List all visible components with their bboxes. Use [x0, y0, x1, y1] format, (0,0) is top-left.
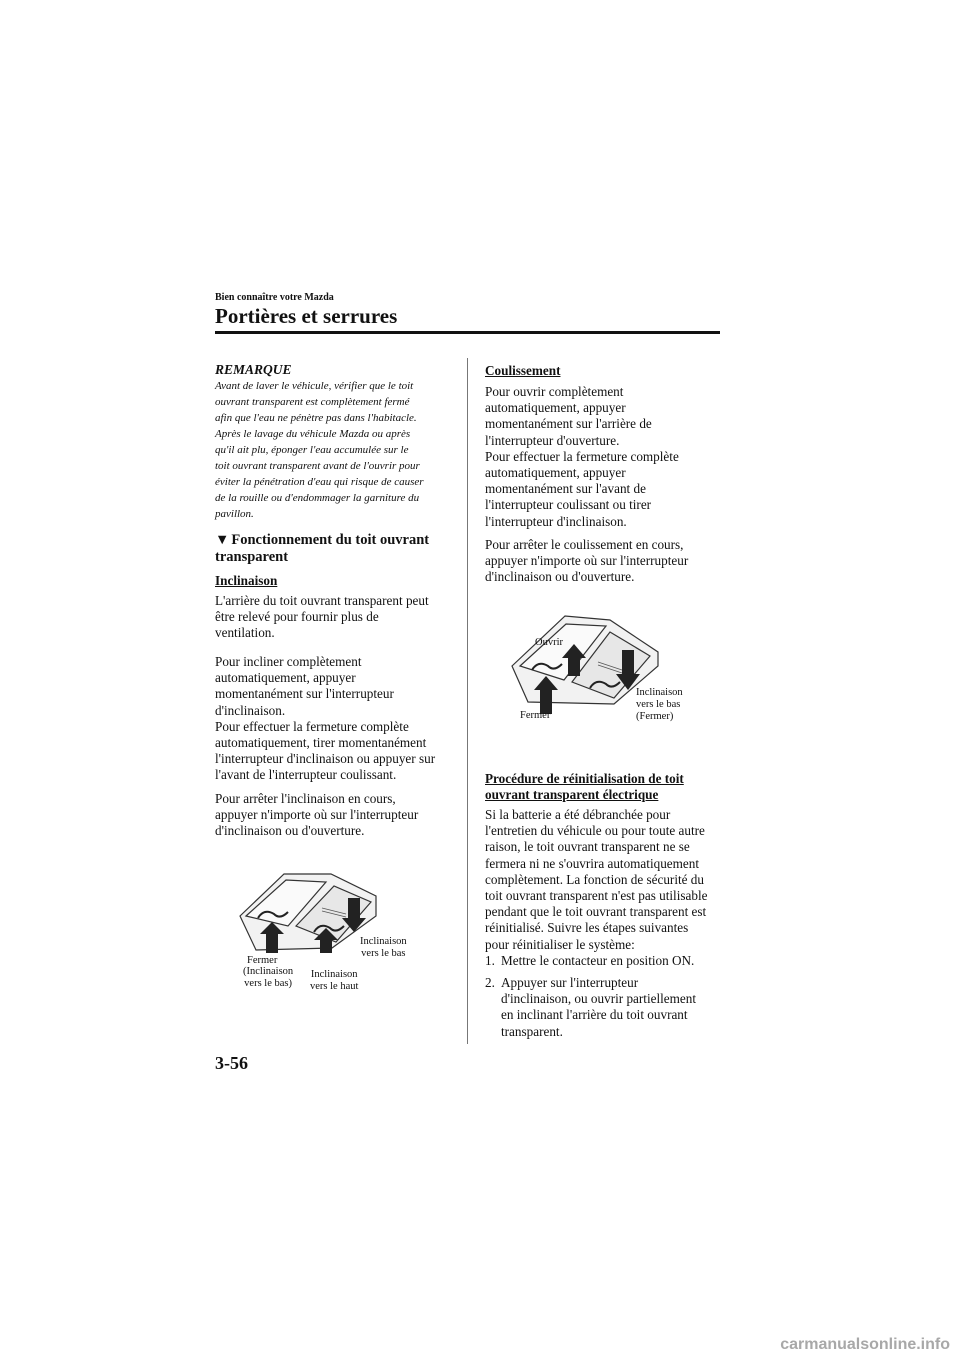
- header-rule: [215, 331, 720, 334]
- operation-heading-text: Fonctionnement du toit ouvrant transparent: [215, 532, 430, 565]
- slide-p1: Pour ouvrir complètement automatiquement, appuyer momentanément sur l'arrière de l'interrupteur d'ouverture. Pour effectuer la fermeture complète automatiquement, appuyer momentanément sur l'avant de l'interrupteur coulissant ou tirer l'interrupteur d'inclinaison.: [485, 384, 679, 529]
- reset-step-1-number: 1.: [485, 953, 495, 968]
- tilt-p2: Pour incliner complètement automatiquement, appuyer momentanément sur l'interrupteur d'inclinaison. Pour effectuer la fermeture complète automatiquement, tirer momentanément l'interrupteur d'inclinaison ou appuyer sur l'avant de l'interrupteur coulissant.: [215, 654, 436, 783]
- column-divider: [467, 358, 468, 1044]
- diagram-right-close-label: Fermer: [520, 710, 551, 721]
- diagram-left-up-label: Inclinaison vers le haut: [310, 969, 359, 992]
- operation-heading: [215, 532, 429, 566]
- tilt-title: Inclinaison: [215, 573, 278, 588]
- note-body: Avant de laver le véhicule, vérifier que le toit ouvrant transparent est complètement fermé afin que l'eau ne pénètre pas dans l'habitacle. Après le lavage du véhicule Mazda ou après qu'il ait plu, éponger l'eau accumulée sur le toit ouvrant transparent avant de l'ouvrir pour éviter la pénétration d'eau qui risque de causer de la rouille ou d'endommager la garniture du pavillon.: [215, 380, 424, 520]
- reset-step-2-text: Appuyer sur l'interrupteur d'inclinaison, ou ouvrir partiellement en inclinant l'arrière du toit ouvrant transparent.: [501, 975, 697, 1039]
- tilt-p1: L'arrière du toit ouvrant transparent peut être relevé pour fournir plus de ventilation.: [215, 593, 429, 641]
- diagram-left-down-label: Inclinaison vers le bas: [360, 936, 407, 959]
- tilt-paragraph-3: [215, 791, 460, 840]
- note-title: REMARQUE: [215, 362, 292, 377]
- diagram-right-open-label: Ouvrir: [535, 637, 563, 648]
- page-number: 3-56: [215, 1053, 248, 1073]
- slide-title: Coulissement: [485, 363, 561, 378]
- section-label: Bien connaître votre Mazda: [215, 292, 334, 303]
- reset-paragraph: [485, 807, 720, 953]
- diagram-left-close-label: Fermer: [247, 955, 278, 966]
- diagram-left-close-sub-label: (Inclinaison vers le bas): [243, 966, 294, 989]
- slide-paragraph-1: [485, 384, 720, 530]
- watermark-footer: carmanualsonline.info: [780, 1336, 950, 1353]
- page-title: Portières et serrures: [215, 304, 398, 328]
- reset-step-1-text: Mettre le contacteur en position ON.: [501, 953, 695, 968]
- reset-step-2-number: 2.: [485, 975, 495, 990]
- reset-p1: Si la batterie a été débranchée pour l'entretien du véhicule ou pour toute autre raison, le toit ouvrant transparent ne se fermera ni ne s'ouvrira automatiquement complètement. La fonction de sécurité du toit ouvrant transparent n'est pas utilisable pendant que le toit ouvrant transparent est réinitialisé. Suivre les étapes suivantes pour réinitialiser le système:: [485, 807, 708, 952]
- reset-step-2: [485, 975, 720, 1040]
- reset-title: Procédure de réinitialisation de toit ouvrant transparent électrique: [485, 771, 684, 802]
- diagram-right-down-label: Inclinaison vers le bas (Fermer): [636, 687, 683, 722]
- tilt-p3: Pour arrêter l'inclinaison en cours, appuyer n'importe où sur l'interrupteur d'inclinaison ou d'ouverture.: [215, 791, 419, 839]
- slide-p2: Pour arrêter le coulissement en cours, appuyer n'importe où sur l'interrupteur d'inclinaison ou d'ouverture.: [485, 537, 689, 585]
- tilt-paragraph-1: [215, 593, 460, 642]
- slide-paragraph-2: [485, 537, 720, 586]
- triangle-icon: ▼: [215, 532, 230, 548]
- tilt-paragraph-2: [215, 654, 460, 784]
- reset-step-1: [485, 953, 720, 969]
